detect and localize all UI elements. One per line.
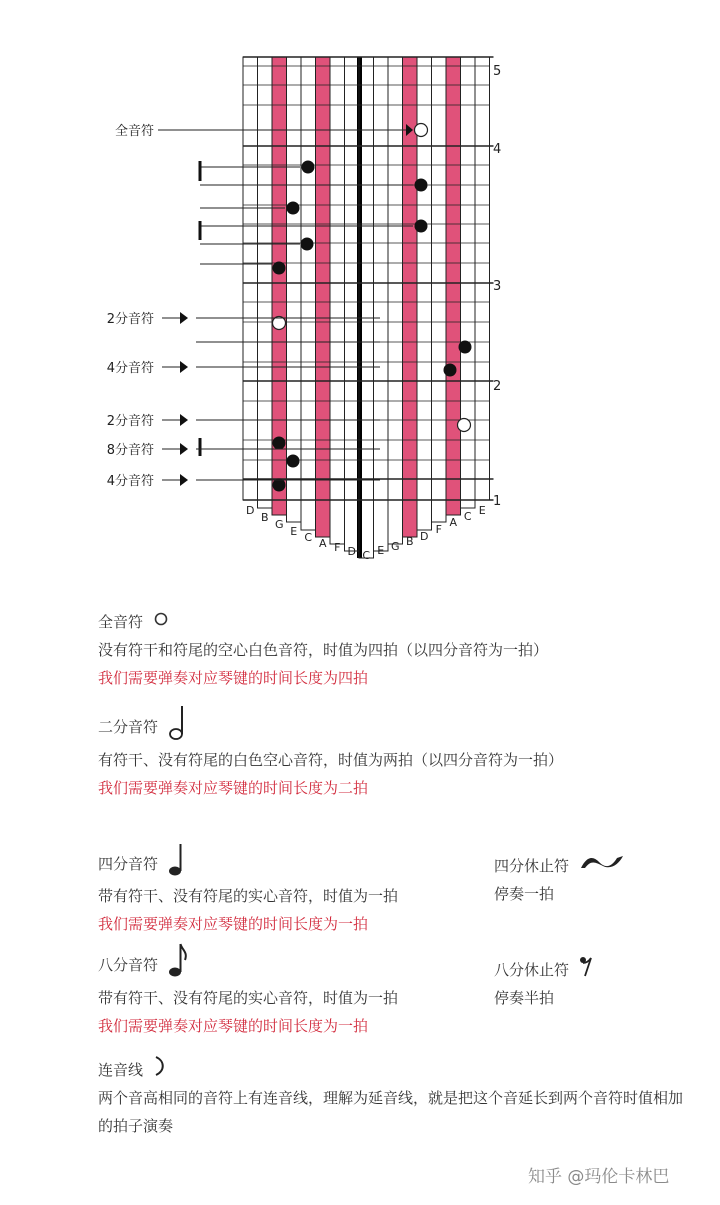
key-label: E: [377, 544, 385, 557]
key-label: B: [260, 511, 269, 524]
section-note: 我们需要弹奏对应琴键的时间长度为一拍: [98, 915, 369, 933]
kalimba-tablature-diagram: [0, 0, 720, 580]
filled-note: [415, 179, 428, 192]
note-type-label: 8分音符: [106, 443, 154, 458]
section-note: 我们需要弹奏对应琴键的时间长度为一拍: [98, 1017, 369, 1035]
key-label: D: [347, 545, 356, 558]
key-label: E: [290, 525, 298, 538]
section-note: 我们需要弹奏对应琴键的时间长度为四拍: [98, 669, 369, 687]
key-label: E: [478, 504, 486, 517]
row-number: 2: [493, 379, 502, 394]
section-desc: 没有符干和符尾的空心白色音符，时值为四拍（以四分音符为一拍）: [98, 641, 549, 659]
key-outline: [301, 57, 316, 530]
section-title: 二分音符: [98, 718, 159, 736]
section-desc: 停奏一拍: [494, 885, 555, 903]
filled-note: [415, 220, 428, 233]
filled-note: [273, 437, 286, 450]
note-type-label: 4分音符: [106, 474, 154, 489]
row-number: 1: [493, 494, 502, 509]
pointer-arrow-icon: [180, 474, 188, 486]
key-outline: [374, 57, 389, 551]
section-title: 连音线: [98, 1061, 144, 1079]
pointer-arrow-icon: [180, 312, 188, 324]
key-label: A: [318, 537, 327, 550]
whole-note-icon: [153, 608, 169, 636]
filled-note: [287, 455, 300, 468]
section-eighth-rest: [494, 956, 694, 1012]
section-desc: 带有符干、没有符尾的实心音符，时值为一拍: [98, 887, 399, 905]
half-note-icon: [168, 704, 186, 751]
filled-note: [301, 238, 314, 251]
section-title: 全音符: [98, 613, 144, 631]
key-label: C: [304, 531, 313, 544]
section-desc: 停奏半拍: [494, 989, 555, 1007]
key-outline: [243, 57, 258, 500]
note-type-label: 全音符: [114, 124, 154, 139]
hollow-note: [415, 124, 428, 137]
pink-key: [316, 57, 331, 537]
filled-note: [273, 262, 286, 275]
key-label: B: [405, 535, 414, 548]
key-label: C: [463, 510, 472, 523]
section-whole-note: [98, 608, 698, 692]
pink-key: [446, 57, 461, 515]
pointer-arrow-icon: [180, 361, 188, 373]
key-label: G: [390, 540, 400, 553]
tie-icon: [153, 1055, 165, 1086]
section-desc: 有符干、没有符尾的白色空心音符，时值为两拍（以四分音符为一拍）: [98, 751, 564, 769]
key-label: D: [420, 530, 429, 543]
note-type-label: 2分音符: [106, 312, 154, 327]
section-half-note: [98, 708, 698, 802]
pointer-arrow-icon: [180, 414, 188, 426]
hollow-note: [458, 419, 471, 432]
row-number: 3: [493, 279, 502, 294]
quarter-note-icon: [168, 842, 184, 887]
section-quarter-rest: [494, 852, 694, 908]
section-desc: 带有符干、没有符尾的实心音符，时值为一拍: [98, 989, 399, 1007]
row-number: 4: [493, 142, 502, 157]
filled-note: [444, 364, 457, 377]
key-label: F: [435, 523, 442, 536]
section-quarter-note: [98, 846, 468, 938]
key-label: C: [362, 549, 371, 562]
filled-note: [302, 161, 315, 174]
key-label: F: [334, 541, 341, 554]
section-eighth-note: [98, 946, 468, 1040]
quarter-rest-icon: [579, 850, 627, 883]
section-desc: 两个音高相同的音符上有连音线，理解为延音线，就是把这个音延长到两个音符时值相加的拍子演奏: [98, 1089, 684, 1135]
section-title: 四分休止符: [494, 857, 570, 875]
key-outline: [287, 57, 302, 522]
key-outline: [345, 57, 360, 551]
section-title: 四分音符: [98, 855, 159, 873]
note-type-label: 2分音符: [106, 414, 154, 429]
key-outline: [475, 57, 490, 500]
key-label: G: [274, 518, 284, 531]
eighth-note-icon: [168, 942, 188, 989]
key-label: D: [246, 504, 255, 517]
eighth-rest-icon: [579, 954, 593, 987]
key-label: A: [449, 516, 458, 529]
watermark: 知乎 @玛伦卡林巴: [528, 1167, 670, 1187]
filled-note: [287, 202, 300, 215]
row-number: 5: [493, 64, 502, 79]
filled-note: [459, 341, 472, 354]
note-type-label: 4分音符: [106, 361, 154, 376]
section-title: 八分音符: [98, 956, 159, 974]
key-outline: [432, 57, 447, 522]
pointer-arrow-icon: [180, 443, 188, 455]
section-tie: [98, 1056, 683, 1140]
section-title: 八分休止符: [494, 961, 570, 979]
section-note: 我们需要弹奏对应琴键的时间长度为二拍: [98, 779, 369, 797]
